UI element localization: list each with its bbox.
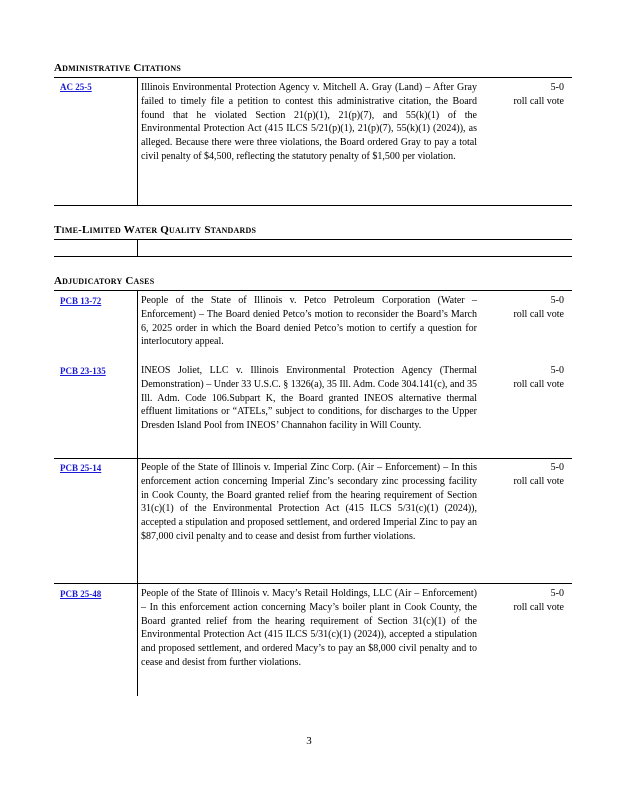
row-divider	[54, 583, 572, 584]
vote-result	[500, 294, 564, 322]
row-divider	[54, 205, 572, 206]
case-description: People of the State of Illinois v. Imperial Zinc Corp. (Air – Enforcement) – In this enforcement action concerning Imperial Zinc’s secondary zinc processing facility in Cook County, the Board granted relief from the hearing requirement of Section 31(c)(1) of the Environmental Protection Act (415 ILCS 5/31(c)(1) (2024)), accepted a stipulation and proposed settlement, and ordered Imperial Zinc to pay an $87,000 civil penalty and to cease and desist from further violations.	[141, 462, 477, 542]
case-description: INEOS Joliet, LLC v. Illinois Environmental Protection Agency (Thermal Demonstration) – Under 33 U.S.C. § 1326(a), 35 Ill. Adm. Code 304.141(c), and 35 Ill. Adm. Code 106.Subpart K, the Board granted INEOS alternative thermal effluent limitations or “ATELs,” subject to conditions, for discharges to the Upper Dresden Island Pool from INEOS’ Channahon facility in Will County.	[141, 365, 477, 432]
section-heading-adjudicatory-cases: Adjudicatory Cases	[54, 275, 155, 287]
section-rule	[54, 290, 572, 291]
case-link-pcb-13-72[interactable]: PCB 13-72	[60, 296, 102, 306]
column-divider	[137, 240, 138, 257]
column-divider	[137, 78, 138, 205]
row-divider	[54, 256, 572, 257]
vote-count: 5-0	[550, 462, 564, 473]
case-description: People of the State of Illinois v. Macy’s Retail Holdings, LLC (Air – Enforcement) – In this enforcement action concerning Macy’s boiler plant in Cook County, the Board granted relief from the hearing requirement of Section 31(c)(1) of the Environmental Protection Act (415 ILCS 5/31(c)(1) (2024)), accepted a stipulation and proposed settlement, and ordered Macy’s to pay an $8,000 civil penalty and to cease and desist from further violations.	[141, 588, 477, 668]
page-number: 3	[306, 735, 312, 747]
vote-type: roll call vote	[513, 475, 564, 487]
vote-count: 5-0	[550, 588, 564, 599]
section-heading-administrative-citations: Administrative Citations	[54, 62, 182, 74]
case-description: Illinois Environmental Protection Agency v. Mitchell A. Gray (Land) – After Gray failed to timely file a petition to contest this administrative citation, the Board found that he violated Section 21(p)(1), 21(p)(7), and 55(k)(1) of the Environmental Protection Act (415 ILCS 5/21(p)(1), 21(p)(7), 55(k)(1) (2024)), as alleged. Because there were three violations, the Board ordered Gray to pay a total civil penalty of $4,500, reflecting the statutory penalty of $1,500 per violation.	[141, 82, 477, 162]
case-link-ac-25-5[interactable]: AC 25-5	[60, 82, 92, 92]
case-link-pcb-25-48[interactable]: PCB 25-48	[60, 589, 102, 599]
case-description: People of the State of Illinois v. Petco Petroleum Corporation (Water – Enforcement) – The Board denied Petco’s motion to reconsider the Board’s March 6, 2025 order in which the Board denied Petco’s motion to certify a question for interlocutory appeal.	[141, 295, 477, 348]
vote-count: 5-0	[550, 365, 564, 376]
vote-type: roll call vote	[513, 378, 564, 390]
vote-type: roll call vote	[513, 95, 564, 107]
row-divider	[54, 458, 572, 459]
vote-count: 5-0	[550, 82, 564, 93]
section-heading-time-limited-wqs: Time-Limited Water Quality Standards	[54, 224, 257, 236]
vote-result	[500, 587, 564, 615]
case-link-pcb-25-14[interactable]: PCB 25-14	[60, 463, 102, 473]
column-divider	[137, 291, 138, 696]
vote-type: roll call vote	[513, 308, 564, 320]
vote-type: roll call vote	[513, 601, 564, 613]
vote-count: 5-0	[550, 295, 564, 306]
case-link-pcb-23-135[interactable]: PCB 23-135	[60, 366, 106, 376]
vote-result	[500, 81, 564, 109]
section-rule	[54, 77, 572, 78]
vote-result	[500, 364, 564, 392]
section-rule	[54, 239, 572, 240]
vote-result	[500, 461, 564, 489]
